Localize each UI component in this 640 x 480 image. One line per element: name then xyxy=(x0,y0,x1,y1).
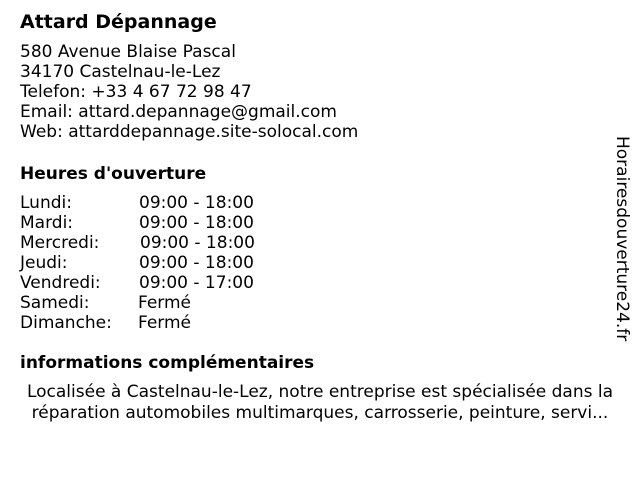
email-address: Email: attard.depannage@gmail.com xyxy=(20,102,337,122)
business-description xyxy=(20,382,620,424)
phone-number: Telefon: +33 4 67 72 98 47 xyxy=(20,82,252,102)
day-label: Mercredi: xyxy=(20,233,100,253)
hours-value: 09:00 - 18:00 xyxy=(139,253,254,273)
day-label: Dimanche: xyxy=(20,313,112,333)
contact-details xyxy=(20,42,358,142)
day-label: Vendredi: xyxy=(20,273,101,293)
hours-value: Fermé xyxy=(138,313,192,333)
description-line: Localisée à Castelnau-le-Lez, notre entreprise est spécialisée dans la xyxy=(26,382,614,402)
hours-value: 09:00 - 17:00 xyxy=(139,273,254,293)
day-label: Samedi: xyxy=(20,293,90,313)
description-line: réparation automobiles multimarques, carrosserie, peinture, servi... xyxy=(31,403,609,423)
business-name: Attard Dépannage xyxy=(20,11,217,33)
hours-value: 09:00 - 18:00 xyxy=(139,193,254,213)
day-label: Jeudi: xyxy=(20,253,68,273)
hours-value: 09:00 - 18:00 xyxy=(140,233,255,253)
street-address: 580 Avenue Blaise Pascal xyxy=(20,42,236,62)
site-watermark: Horairesdouverture24.fr xyxy=(612,136,632,342)
city-address: 34170 Castelnau-le-Lez xyxy=(20,62,221,82)
website-address: Web: attarddepannage.site-solocal.com xyxy=(20,122,359,142)
opening-hours-title: Heures d'ouverture xyxy=(20,164,207,184)
day-label: Mardi: xyxy=(20,213,74,233)
additional-info-title: informations complémentaires xyxy=(20,353,315,373)
hours-value: Fermé xyxy=(138,293,192,313)
hours-value: 09:00 - 18:00 xyxy=(139,213,254,233)
day-label: Lundi: xyxy=(20,193,72,213)
